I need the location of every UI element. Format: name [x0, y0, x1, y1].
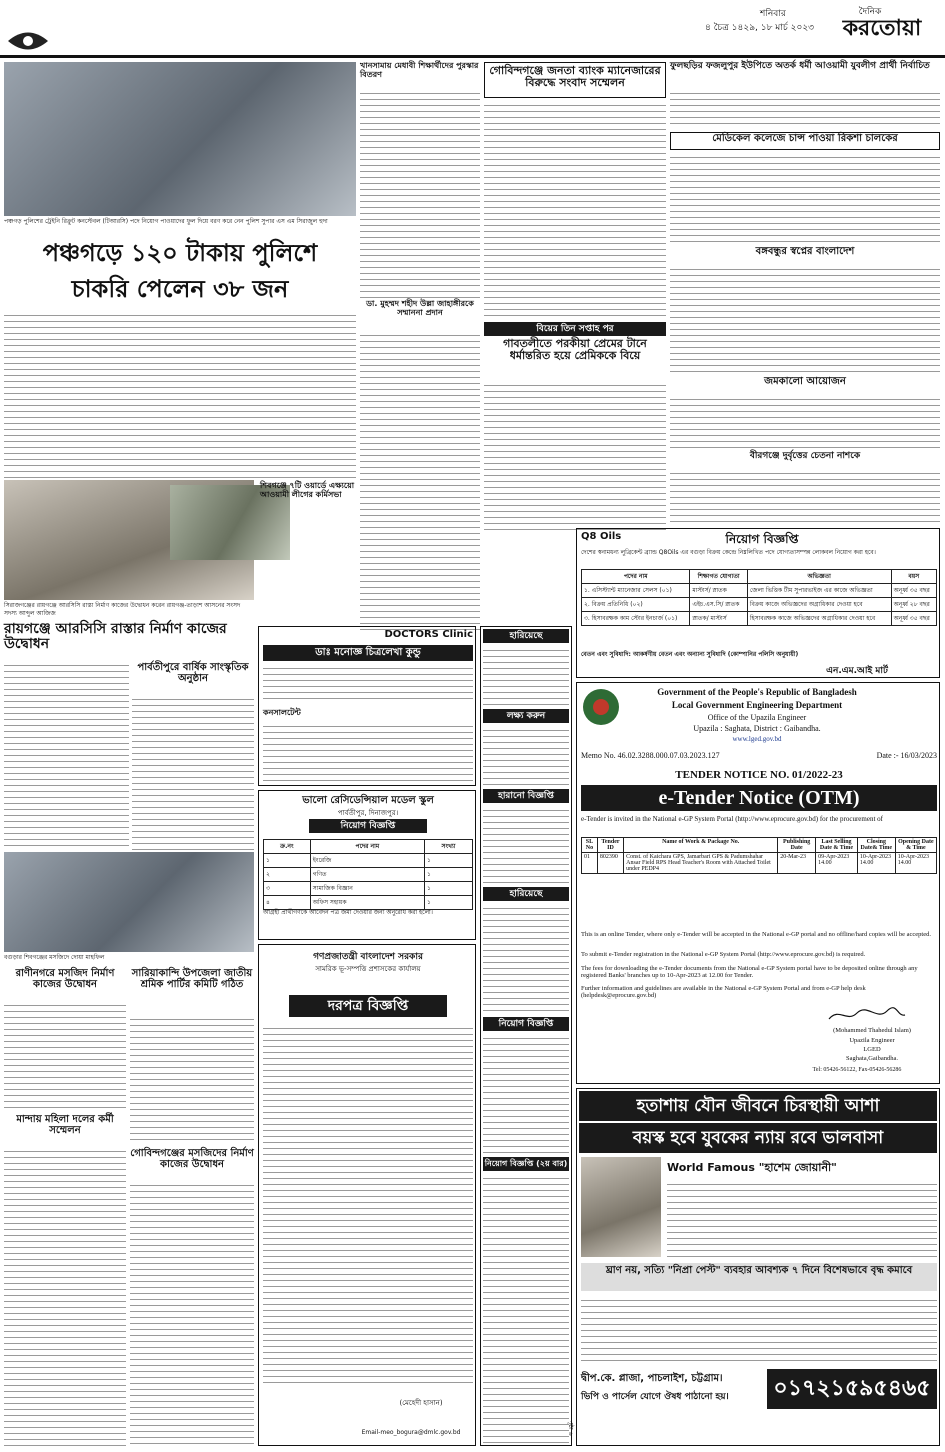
oils-intro: দেশের স্বনামধন্য লুব্রিকেন্ট ব্র্যান্ড Q8Oils এর বগুড়া বিক্রয় কেন্দ্রে নিম্নলিখিত পদে যোগ্যতাসম্পন্ন লোকবল নিয়োগ করা হবে। [581, 549, 876, 556]
health-photo [581, 1157, 661, 1257]
oils-table-cell: ১. এসিস্ট্যান্ট ম্যানেজার সেলস (০১) [582, 584, 690, 598]
masthead [0, 0, 945, 58]
khanshama-text [360, 88, 480, 298]
etender-table-cell: 10-Apr-2023 14.00 [895, 853, 936, 874]
sariakandi-text [130, 1014, 254, 1144]
oils-table-cell: অনূর্ধ্ব ৩৫ বছর [891, 612, 936, 626]
recruit-small-2: নিয়োগ বিজ্ঞপ্তি (২য় বার) [483, 1157, 569, 1171]
etender-note-4: Further information and guidelines are available in the National e-GP System Portal and from e-GP help desk (helpdesk@eprocure.gov.bd) [581, 985, 866, 999]
lged-sign-title: Upazila Engineer [849, 1037, 895, 1044]
lost-1: হারিয়েছে [483, 629, 569, 643]
oils-recruit: নিয়োগ বিজ্ঞপ্তি [725, 532, 799, 546]
lged-web: www.lged.gov.bd [732, 735, 782, 743]
etender-table-header-cell: SL No [582, 838, 598, 853]
etender-note-2: To submit e-Tender registration in the National e-GP System Portal (http://www.eprocure.gov.bd) is required. [581, 951, 866, 958]
health-ad [576, 1088, 940, 1446]
recruit-small-text [483, 1033, 569, 1153]
masthead-brand: করতোয়া [842, 16, 922, 41]
etender-table-cell: 09-Apr-2023 14.00 [816, 853, 858, 874]
oils-table-header-cell: বয়স [891, 570, 936, 584]
health-address: দ্বীপ.কে. প্লাজা, পাচলাইশ, চট্টগ্রাম। [581, 1373, 723, 1384]
medical-text [670, 152, 940, 242]
lged-gov: Government of the People's Republic of Bangladesh [657, 687, 857, 697]
etender-table-header-cell: Closing Date& Time [857, 838, 895, 853]
recruit-small-2-text [483, 1173, 569, 1443]
etender-table-cell: Const. of Kaichara GPS, Jamarbari GPS & Padumshahar Ansar Field RPS Head Teacher's Room with Attached Toilet under PEDP4 [624, 853, 778, 874]
page-number: পৃষ্ঠা ৬ [567, 1420, 574, 1436]
etender-table-header-cell: Opening Date & Time [895, 838, 936, 853]
consultant-details [263, 721, 473, 781]
logo-eye-icon [6, 30, 50, 52]
school-table-cell: ৩ [264, 882, 311, 896]
health-slogan: ঘ্রাণ নয়, সত্যি "নিপ্রা পেস্ট" ব্যবহার আবশ্যক ৭ দিনে বিশেষভাবে বৃদ্ধ কমাবে [581, 1263, 937, 1291]
lost-1-text [483, 645, 569, 705]
awami-headline: শিবগঞ্জে ৭টি ওয়ার্ডে এক্ষ্যয়ো আওয়ামী লীগের কর্মিসভা [260, 481, 355, 499]
wedding-banner: বিয়ের তিন সপ্তাহ পর [484, 322, 666, 336]
lost-2: হারানো বিজ্ঞপ্তি [483, 789, 569, 803]
lged-ad [576, 682, 940, 1084]
fulchhari-headline: ফুলছড়ির ফজলুপুর ইউপিতে অতর্ক ধর্মী আওয়ামী যুবলীগ প্রার্থী নির্বাচিত [670, 61, 930, 71]
lged-sign-name: (Mohammed Thahedul Islam) [833, 1027, 911, 1034]
oils-table-cell: অনূর্ধ্ব ২৮ বছর [891, 598, 936, 612]
oils-table-row [582, 598, 937, 612]
oils-table-cell: হিসাবরক্ষক কাজে অভিজ্ঞদের অগ্রাধিকার দেওয়া হবে [747, 612, 891, 626]
etender-table-header-cell: Name of Work & Package No. [624, 838, 778, 853]
lost-3-text [483, 903, 569, 1013]
raninagar-text [4, 1000, 126, 1110]
doctors-ad [258, 626, 476, 786]
tender-notice-no: TENDER NOTICE NO. 01/2022-23 [675, 769, 843, 781]
gabtali-text [484, 380, 666, 530]
school-table [263, 839, 473, 910]
police-headline-2: চাকরি পেলেন ৩৮ জন [71, 275, 289, 303]
school-table-row [264, 854, 473, 868]
oils-table-row [582, 612, 937, 626]
dr-text [360, 330, 480, 630]
raiganj-text [4, 660, 129, 850]
school-table-cell: ২ [264, 868, 311, 882]
doctors-logo: DOCTORS Clinic [384, 629, 473, 640]
etender-note-1: This is an online Tender, where only e-Tender will be accepted in the National e-GP portal and no offline/hard copies will be accepted. [581, 931, 931, 938]
birganj-headline: বীরগঞ্জে দুর্বৃত্তের চেতনা নাশকে [749, 451, 861, 461]
etender-table-row [582, 853, 937, 874]
dr-headline: ডা. মুহম্মদ শহীদ উল্লা জাহাঙ্গীরকে সম্মাননা প্রদান [366, 299, 474, 317]
school-table-cell: ১ [424, 896, 472, 910]
school-table-cell: ১ [424, 882, 472, 896]
tender-head: দরপত্র বিজ্ঞপ্তি [289, 995, 447, 1017]
etender-table-wrap [581, 837, 937, 929]
school-table-cell: সামাজিক বিজ্ঞান [310, 882, 424, 896]
lged-signature-icon [827, 1005, 907, 1025]
oils-table-wrap [581, 569, 937, 649]
health-body [667, 1179, 937, 1259]
lged-upazila: Upazila : Saghata, District : Gaibandha. [693, 724, 821, 733]
school-ad [258, 790, 476, 940]
school-table-cell: ৪ [264, 896, 311, 910]
masthead-day: শনিবার [760, 9, 786, 19]
oils-table [581, 569, 937, 626]
police-photo-caption: পঞ্চগড় পুলিশের ট্রেইনি রিক্রুট কনস্টেবল (টিআরসি) পদে নিয়োগ পাওয়াদের ফুল দিয়ে বরণ করে নেন পুলিশ সুপার এস এম সিরাজুল হুদা [4, 218, 328, 225]
etender-table-header-cell: Publishing Date [778, 838, 816, 853]
oils-salary: বেতন এবং সুবিধাদি: আকর্ষণীয় বেতন এবং অন্যান্য সুবিধাদি (কোম্পানির পলিসি অনুযায়ী) [581, 651, 799, 658]
etender-table-head [582, 838, 937, 853]
jamakalo-text [670, 394, 940, 450]
khanshama-headline: খানসামায় মেধাবী শিক্ষার্থীদের পুরস্কার বিতরণ [360, 61, 479, 79]
school-footer: আগ্রহী প্রার্থীগণকে আবেদন পত্র জমা দেওয়ার জন্য অনুরোধ করা হলো। [263, 909, 433, 916]
oils-table-row [582, 584, 937, 598]
school-table-row [264, 868, 473, 882]
lged-date: Date :- 16/03/2023 [876, 751, 937, 760]
oils-table-cell: স্নাতক/ মাস্টার্স [690, 612, 747, 626]
etender-table-cell: 10-Apr-2023 14.00 [857, 853, 895, 874]
birganj-text [670, 468, 940, 524]
doctor-name: ডাঃ মনোজ্ঞ চিত্রলেখা কুন্ডু [263, 645, 473, 661]
school-table-wrap [263, 839, 473, 906]
lged-sign-place: Saghata,Gaibandha. [846, 1055, 898, 1062]
lged-sign-org: LGED [863, 1046, 881, 1053]
lged-dept: Local Government Engineering Department [671, 700, 843, 710]
health-banner-1: হতাশায় যৌন জীবনে চিরস্থায়ী আশা [579, 1091, 937, 1121]
oils-table-cell: এইচ.এস.সি/ স্নাতক [690, 598, 747, 612]
masthead-brand-small: দৈনিক [858, 7, 882, 17]
classified-column [480, 626, 572, 1446]
lost-2-text [483, 805, 569, 883]
lged-tel: Tel: 05426-56122, Fax-05426-56286 [812, 1067, 902, 1073]
school-table-body [264, 854, 473, 910]
oils-brand: Q8 Oils [581, 531, 622, 542]
police-story-text [4, 310, 356, 480]
oils-table-header-cell: শিক্ষাগত যোগ্যতা [690, 570, 747, 584]
oils-table-cell: মাস্টার্স/ স্নাতক [690, 584, 747, 598]
oils-table-cell: ২. বিক্রয় প্রতিনিধি (০২) [582, 598, 690, 612]
raninagar-headline: রাণীনগরে মসজিদ নির্মাণ কাজের উদ্বোধন [15, 968, 115, 990]
oils-ad [576, 528, 940, 678]
parbatipur-headline: পার্বতীপুরে বার্ষিক সাংস্কৃতিক অনুষ্ঠান [137, 662, 249, 684]
bangabandhu-text [670, 264, 940, 374]
parbatipur-text [132, 694, 254, 850]
consultant-label: কনসালটেন্ট [263, 708, 301, 717]
school-table-cell: ইংরেজি [310, 854, 424, 868]
health-phone: ০১৭২১৫৯৫৪৬৫ [767, 1369, 937, 1409]
recruit-small: নিয়োগ বিজ্ঞপ্তি [483, 1017, 569, 1031]
oils-table-body [582, 584, 937, 626]
oils-table-cell: বিক্রয় কাজে অভিজ্ঞদের অগ্রাধিকার দেওয়া হবে [747, 598, 891, 612]
tender-sign: (মেহেদী হাসান) [399, 1399, 443, 1407]
school-table-row [264, 882, 473, 896]
school-recruit: নিয়োগ বিজ্ঞপ্তি [309, 819, 427, 833]
health-brand: World Famous "হাশেম জোয়ানী" [667, 1161, 837, 1174]
mosque-caption: বগুড়ার শিবগঞ্জের মসজিদে দোয়া মাহফিল [4, 954, 105, 961]
doctor-details [263, 663, 473, 703]
jamakalo-headline: জমকালো আয়োজন [764, 376, 846, 387]
school-table-cell: ১ [424, 868, 472, 882]
sariakandi-headline: সারিয়াকান্দি উপজেলা জাতীয় শ্রমিক পার্টির কমিটি গঠিত [131, 968, 253, 990]
etender-note-3: The fees for downloading the e-Tender documents from the National e-GP System portal have to be deposited online through any registered Banks' branches up to 10-Apr-2023 at 12.00 for Tender. [581, 965, 918, 979]
gobindaganj-headline: গোবিন্দগঞ্জে জনতা ব্যাংক ম্যানেজারের বিরুদ্ধে সংবাদ সম্মেলন [484, 62, 666, 98]
gobind-mosque-headline: গোবিন্দগঞ্জের মসজিদের নির্মাণ কাজের উদ্বোধন [130, 1148, 254, 1170]
school-place: পার্বতীপুর, দিনাজপুর। [337, 809, 399, 817]
police-headline-1: পঞ্চগড়ে ১২০ টাকায় পুলিশে [42, 239, 318, 267]
gabtali-headline: গাবতলীতে পরকীয়া প্রেমের টানে ধর্মান্তরিত হয়ে প্রেমিককে বিয়ে [503, 337, 647, 363]
etender-intro: e-Tender is invited in the National e-GP System Portal (http://www.eprocure.gov.bd) for the procurement of [581, 815, 883, 823]
health-shipping: ভিপি ও পার্সেল যোগে ঔষধ পাঠানো হয়। [581, 1392, 729, 1402]
govt-tender-ad [258, 944, 476, 1446]
etender-table-header-cell: Last Selling Date & Time [816, 838, 858, 853]
notice: লক্ষ্য করুন [483, 709, 569, 723]
tender-body [263, 1023, 473, 1383]
medical-headline: মেডিকেল কলেজে চান্স পাওয়া রিকশা চালকের [670, 132, 940, 150]
etender-table-cell: 802390 [597, 853, 623, 874]
etender-table-cell: 01 [582, 853, 598, 874]
school-table-cell: ১ [424, 854, 472, 868]
health-details [581, 1295, 937, 1365]
school-table-cell: অফিস সহায়ক [310, 896, 424, 910]
lged-logo-icon [581, 687, 621, 727]
etender-title: e-Tender Notice (OTM) [581, 785, 937, 811]
gobindaganj-text [484, 100, 666, 320]
school-table-cell: ১ [264, 854, 311, 868]
bangabandhu-headline: বঙ্গবন্ধুর স্বপ্নের বাংলাদেশ [755, 246, 855, 257]
school-table-head [264, 840, 473, 854]
tender-email: Email-meo_bogura@dmlc.gov.bd [361, 1429, 461, 1436]
etender-table-header-cell: Tender ID [597, 838, 623, 853]
oils-table-head [582, 570, 937, 584]
health-banner-2: বয়স্ক হবে যুবকের ন্যায় রবে ভালবাসা [579, 1123, 937, 1153]
sirajganj-caption: সিরাজগঞ্জের রায়গঞ্জে আরসিসি রাস্তা নির্মাণ কাজের উদ্বোধন করেন রায়গঞ্জ-তাড়াশ আসনের সংসদ সদস্য আব্দুল আজিজ [4, 602, 241, 617]
school-table-cell: গণিত [310, 868, 424, 882]
masthead-date: ৪ চৈত্র ১৪২৯, ১৮ মার্চ ২০২৩ [705, 23, 815, 33]
lged-memo: Memo No. 46.02.3288.000.07.03.2023.127 [581, 751, 720, 760]
notice-text [483, 725, 569, 785]
lost-3: হারিয়েছে [483, 887, 569, 901]
oils-table-cell: অনূর্ধ্ব ৩৫ বছর [891, 584, 936, 598]
etender-table [581, 837, 937, 874]
oils-table-header-cell: অভিজ্ঞতা [747, 570, 891, 584]
govt-sub: সামরিক ভূ-সম্পত্তি প্রশাসকের কার্যালয় [315, 965, 421, 973]
school-table-header-cell: পদের নাম [310, 840, 424, 854]
mandra-text [4, 1146, 126, 1446]
raiganj-headline: রায়গঞ্জে আরসিসি রাস্তার নির্মাণ কাজের উদ্বোধন [4, 621, 227, 653]
oils-apply: এন.এম.আই মার্ট [826, 666, 888, 676]
fulchhari-text [670, 88, 940, 128]
lged-office: Office of the Upazila Engineer [707, 713, 807, 722]
oils-table-cell: জেলা ভিত্তিক টীম সুপারভাইজ এর কাজে অভিজ্ঞতা [747, 584, 891, 598]
gobind-mosque-text [130, 1180, 254, 1446]
school-table-header-cell: সংখ্যা [424, 840, 472, 854]
mandra-headline: মান্দায় মহিলা দলের কর্মী সম্মেলন [16, 1114, 114, 1136]
school-table-header-cell: ক্র.নং [264, 840, 311, 854]
etender-table-cell: 20-Mar-23 [778, 853, 816, 874]
school-table-row [264, 896, 473, 910]
oils-table-cell: ৩. হিসাবরক্ষক কাম স্টোর ইনচার্জ (০১) [582, 612, 690, 626]
oils-table-header-cell: পদের নাম [582, 570, 690, 584]
police-photo [4, 62, 356, 216]
mosque-photo [4, 852, 254, 952]
school-name: ভালো রেসিডেন্সিয়াল মডেল স্কুল [302, 795, 434, 806]
govt-head: গণপ্রজাতন্ত্রী বাংলাদেশ সরকার [313, 952, 423, 962]
